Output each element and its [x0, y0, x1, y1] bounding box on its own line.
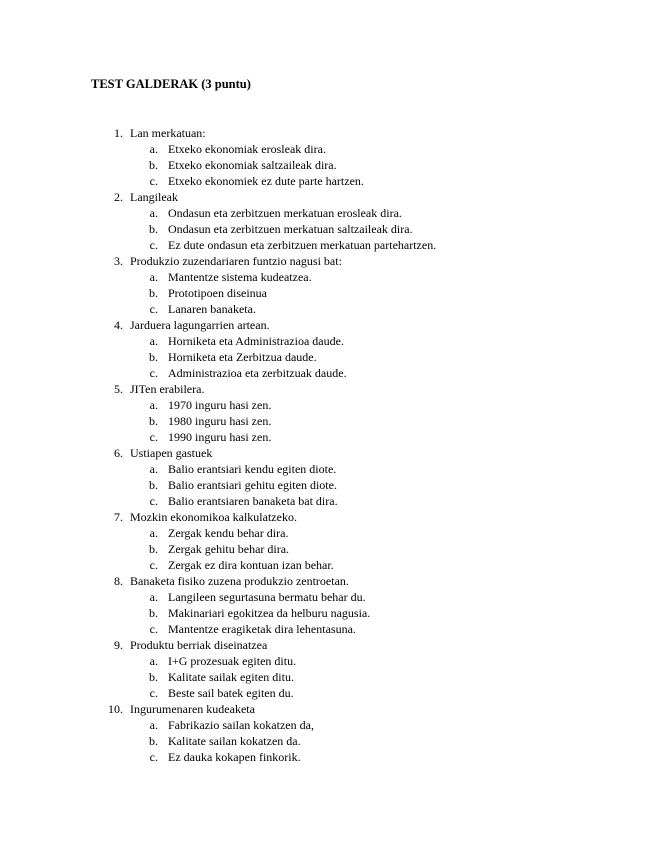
question-item: [0, 509, 655, 525]
option-letter: a.: [149, 654, 158, 668]
option-text: Kalitate sailan kokatzen da.: [168, 734, 301, 748]
question-text: Ingurumenaren kudeaketa: [130, 702, 255, 716]
option-letter: b.: [149, 286, 158, 300]
answer-option: [0, 285, 655, 301]
option-text: 1990 inguru hasi zen.: [168, 430, 272, 444]
option-text: Horniketa eta Zerbitzua daude.: [168, 350, 317, 364]
option-text: Etxeko ekonomiak saltzaileak dira.: [168, 158, 337, 172]
option-text: Mantentze sistema kudeatzea.: [168, 270, 312, 284]
option-text: Horniketa eta Administrazioa daude.: [168, 334, 344, 348]
option-text: 1970 inguru hasi zen.: [168, 398, 272, 412]
option-letter: c.: [149, 302, 158, 316]
option-text: Ondasun eta zerbitzuen merkatuan saltzaileak dira.: [168, 222, 413, 236]
answer-option: [0, 493, 655, 509]
question-number: 2.: [114, 190, 123, 204]
option-text: Beste sail batek egiten du.: [168, 686, 294, 700]
question-item: [0, 445, 655, 461]
question-number: 5.: [114, 382, 123, 396]
question-number: 9.: [114, 638, 123, 652]
answer-option: [0, 221, 655, 237]
option-letter: b.: [149, 670, 158, 684]
answer-option: [0, 621, 655, 637]
option-text: Makinariari egokitzea da helburu nagusia.: [168, 606, 371, 620]
option-text: Lanaren banaketa.: [168, 302, 256, 316]
answer-option: [0, 605, 655, 621]
option-letter: a.: [149, 334, 158, 348]
answer-option: [0, 749, 655, 765]
answer-option: [0, 269, 655, 285]
answer-option: [0, 541, 655, 557]
answer-option: [0, 349, 655, 365]
option-letter: c.: [149, 750, 158, 764]
option-letter: a.: [149, 270, 158, 284]
option-text: Etxeko ekonomiek ez dute parte hartzen.: [168, 174, 364, 188]
test-title: TEST GALDERAK (3 puntu): [91, 77, 251, 91]
answer-option: [0, 589, 655, 605]
option-text: Zergak ez dira kontuan izan behar.: [168, 558, 334, 572]
option-letter: c.: [149, 686, 158, 700]
question-number: 8.: [114, 574, 123, 588]
option-letter: b.: [149, 734, 158, 748]
option-text: Balio erantsiari gehitu egiten diote.: [168, 478, 337, 492]
answer-option: [0, 205, 655, 221]
option-text: Administrazioa eta zerbitzuak daude.: [168, 366, 347, 380]
question-number: 1.: [114, 126, 123, 140]
option-letter: c.: [149, 366, 158, 380]
option-text: Mantentze eragiketak dira lehentasuna.: [168, 622, 356, 636]
answer-option: [0, 413, 655, 429]
option-text: Langileen segurtasuna bermatu behar du.: [168, 590, 366, 604]
option-letter: b.: [149, 158, 158, 172]
option-letter: a.: [149, 526, 158, 540]
answer-option: [0, 557, 655, 573]
option-text: Balio erantsiaren banaketa bat dira.: [168, 494, 338, 508]
question-item: [0, 317, 655, 333]
answer-option: [0, 157, 655, 173]
question-number: 7.: [114, 510, 123, 524]
question-item: [0, 381, 655, 397]
option-letter: b.: [149, 606, 158, 620]
option-text: I+G prozesuak egiten ditu.: [168, 654, 297, 668]
option-text: Kalitate sailak egiten ditu.: [168, 670, 294, 684]
option-letter: c.: [149, 430, 158, 444]
question-text: Lan merkatuan:: [130, 126, 206, 140]
question-text: Langileak: [130, 190, 178, 204]
option-letter: a.: [149, 590, 158, 604]
answer-option: [0, 477, 655, 493]
option-letter: b.: [149, 542, 158, 556]
answer-option: [0, 653, 655, 669]
answer-option: [0, 365, 655, 381]
question-text: Mozkin ekonomikoa kalkulatzeko.: [130, 510, 297, 524]
option-letter: b.: [149, 222, 158, 236]
answer-option: [0, 429, 655, 445]
option-text: Ez dauka kokapen finkorik.: [168, 750, 301, 764]
answer-option: [0, 717, 655, 733]
option-letter: a.: [149, 142, 158, 156]
option-letter: a.: [149, 398, 158, 412]
option-letter: a.: [149, 718, 158, 732]
option-text: Ez dute ondasun eta zerbitzuen merkatuan partehartzen.: [168, 238, 437, 252]
answer-option: [0, 237, 655, 253]
option-letter: b.: [149, 478, 158, 492]
question-item: [0, 253, 655, 269]
option-letter: c.: [149, 622, 158, 636]
question-item: [0, 701, 655, 717]
question-item: [0, 573, 655, 589]
question-text: Produktu berriak diseinatzea: [130, 638, 268, 652]
answer-option: [0, 461, 655, 477]
answer-option: [0, 525, 655, 541]
option-text: Fabrikazio sailan kokatzen da,: [168, 718, 314, 732]
option-letter: c.: [149, 558, 158, 572]
option-letter: a.: [149, 462, 158, 476]
answer-option: [0, 733, 655, 749]
option-text: Etxeko ekonomiak erosleak dira.: [168, 142, 326, 156]
option-text: Ondasun eta zerbitzuen merkatuan erosleak dira.: [168, 206, 402, 220]
question-list: [0, 125, 655, 765]
question-item: [0, 125, 655, 141]
option-letter: c.: [149, 174, 158, 188]
option-letter: b.: [149, 350, 158, 364]
question-number: 10.: [108, 702, 123, 716]
question-text: Ustiapen gastuek: [130, 446, 213, 460]
option-text: Balio erantsiari kendu egiten diote.: [168, 462, 337, 476]
question-text: Produkzio zuzendariaren funtzio nagusi bat:: [130, 254, 342, 268]
answer-option: [0, 173, 655, 189]
option-text: Zergak kendu behar dira.: [168, 526, 289, 540]
answer-option: [0, 141, 655, 157]
option-text: Zergak gehitu behar dira.: [168, 542, 290, 556]
question-text: Jarduera lagungarrien artean.: [130, 318, 270, 332]
answer-option: [0, 333, 655, 349]
option-letter: c.: [149, 494, 158, 508]
answer-option: [0, 301, 655, 317]
question-item: [0, 189, 655, 205]
option-letter: b.: [149, 414, 158, 428]
answer-option: [0, 669, 655, 685]
question-text: Banaketa fisiko zuzena produkzio zentroetan.: [130, 574, 349, 588]
answer-option: [0, 397, 655, 413]
question-item: [0, 637, 655, 653]
option-letter: c.: [149, 238, 158, 252]
question-text: JITen erabilera.: [130, 382, 205, 396]
option-text: 1980 inguru hasi zen.: [168, 414, 272, 428]
question-number: 4.: [114, 318, 123, 332]
option-text: Prototipoen diseinua: [168, 286, 267, 300]
option-letter: a.: [149, 206, 158, 220]
question-number: 3.: [114, 254, 123, 268]
question-number: 6.: [114, 446, 123, 460]
answer-option: [0, 685, 655, 701]
